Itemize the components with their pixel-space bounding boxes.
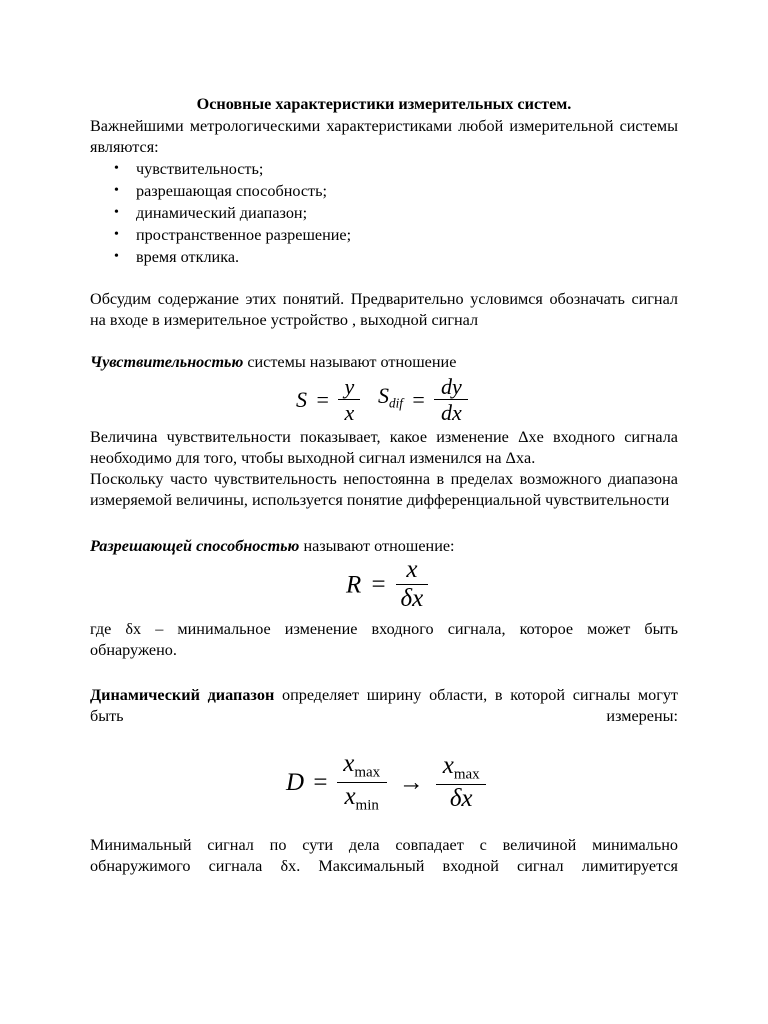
dynamic-range-definition <box>90 685 678 727</box>
list-item: • динамический диапазон; <box>136 202 678 224</box>
list-item: • время отклика. <box>136 246 678 268</box>
fraction-y-over-x <box>338 375 360 424</box>
arrow-icon: → <box>398 769 424 796</box>
fraction-dy-over-dx <box>434 375 468 424</box>
dynamic-range-explanation: Минимальный сигнал по сути дела совпадает с величиной минимально обнаружимого сигнала δx. Максимальный входной сигнал лимитируется <box>90 836 678 875</box>
dynamic-range-definition-text: определяет ширину области, в которой сигналы могут быть измерены: <box>90 686 678 725</box>
fraction-numerator: $x_{max}$ <box>442 751 480 783</box>
list-item: • пространственное разрешение; <box>136 224 678 246</box>
dynamic-range-term: Динамический диапазон <box>90 686 275 704</box>
fraction-numerator: x <box>406 556 418 583</box>
fraction-denominator: dx <box>440 400 462 426</box>
formula-symbol-s: S <box>296 387 307 413</box>
resolution-term: Разрешающей способностью <box>90 537 300 555</box>
fraction-numerator: y <box>344 374 355 399</box>
formula-equals: = <box>316 387 329 413</box>
fraction-xmax-over-deltax <box>436 753 486 812</box>
dynamic-range-formula <box>90 727 678 835</box>
fraction-xmax-over-xmin <box>337 751 387 814</box>
resolution-explanation: где δx – минимальное изменение входного сигнала, которое может быть обнаружено. <box>90 620 678 659</box>
fraction-denominator: δx <box>449 784 473 812</box>
sensitivity-formula <box>90 373 678 427</box>
fraction-denominator: $x_{min}$ <box>344 783 379 814</box>
resolution-formula <box>90 557 678 619</box>
intro-paragraph: Важнейшими метрологическими характеристиками любой измерительной системы являются: <box>90 117 678 156</box>
document-page <box>90 94 678 877</box>
formula-equals: = <box>371 571 386 599</box>
formula-symbol-r: R <box>346 571 362 599</box>
differential-sensitivity-paragraph: Поскольку часто чувствительность непостоянна в пределах возможного диапазона измеряемой величины, используется понятие дифференциальной чувствительности <box>90 470 678 509</box>
list-item: • разрешающая способность; <box>136 180 678 202</box>
resolution-definition-text: называют отношение: <box>299 537 455 555</box>
page-title: Основные характеристики измерительных систем. <box>196 95 572 113</box>
fraction-numerator: dy <box>440 374 462 399</box>
sensitivity-term: Чувствительностью <box>90 353 244 371</box>
dif-subscript: dif <box>389 395 403 411</box>
discussion-paragraph: Обсудим содержание этих понятий. Предварительно условимся обозначать сигнал на входе в измерительное устройство , выходной сигнал <box>90 290 678 329</box>
fraction-denominator: δx <box>400 585 424 613</box>
formula-symbol-d: D <box>286 769 305 796</box>
fraction-denominator: x <box>344 400 355 426</box>
sensitivity-definition-text: системы называют отношение <box>243 353 457 371</box>
resolution-definition <box>90 536 678 557</box>
formula-equals: = <box>313 769 328 796</box>
sensitivity-definition <box>90 352 678 373</box>
list-item: • чувствительность; <box>136 158 678 180</box>
formula-symbol-sdif: $S_{dif}$ <box>378 383 403 411</box>
fraction-x-over-deltax <box>396 557 428 613</box>
fraction-numerator: $x_{max}$ <box>343 750 381 781</box>
characteristics-list <box>90 158 678 268</box>
sensitivity-explanation: Величина чувствительности показывает, какое изменение Δxe входного сигнала необходимо для того, чтобы выходной сигнал изменился на Δxa. <box>90 428 678 467</box>
formula-equals: = <box>412 387 425 413</box>
